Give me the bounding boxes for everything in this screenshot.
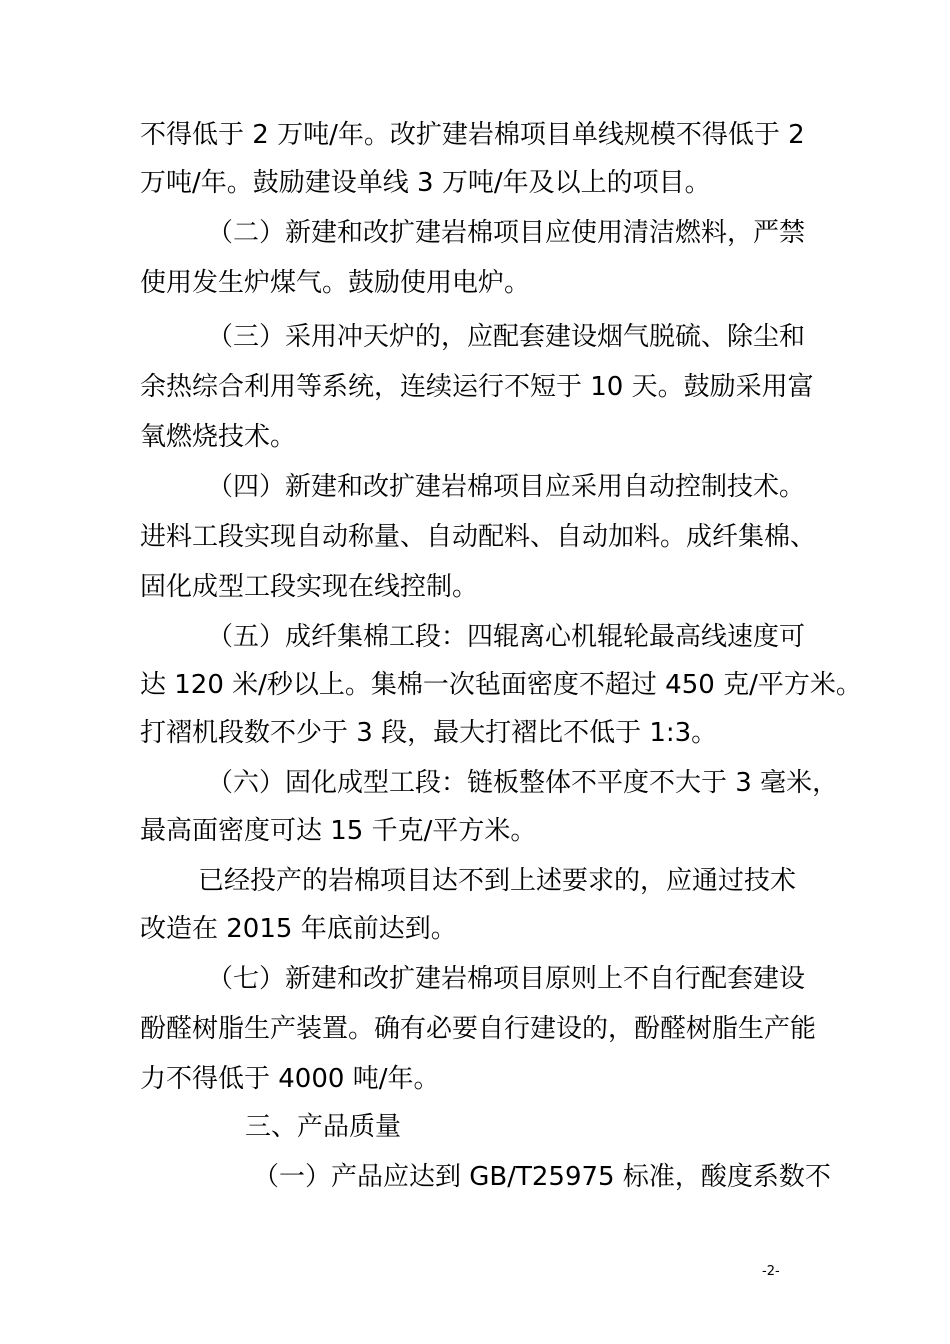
text-line: 使用发生炉煤气。鼓励使用电炉。 bbox=[140, 268, 531, 298]
section-heading: 三、产品质量 bbox=[245, 1112, 402, 1142]
paragraph-5-start: （五）成纤集棉工段：四辊离心机辊轮最高线速度可 bbox=[207, 622, 806, 652]
paragraph-3-start: （三）采用冲天炉的，应配套建设烟气脱硫、除尘和 bbox=[207, 322, 806, 352]
text-line: 不得低于 2 万吨/年。改扩建岩棉项目单线规模不得低于 2 bbox=[140, 120, 805, 150]
text-line: 最高面密度可达 15 千克/平方米。 bbox=[140, 816, 537, 846]
paragraph-existing-projects: 已经投产的岩棉项目达不到上述要求的，应通过技术 bbox=[198, 866, 797, 896]
text-line: 改造在 2015 年底前达到。 bbox=[140, 914, 457, 944]
text-line: 固化成型工段实现在线控制。 bbox=[140, 572, 479, 602]
text-line: 达 120 米/秒以上。集棉一次毡面密度不超过 450 克/平方米。 bbox=[140, 670, 862, 700]
text-line: 酚醛树脂生产装置。确有必要自行建设的，酚醛树脂生产能 bbox=[140, 1014, 817, 1044]
text-line: 万吨/年。鼓励建设单线 3 万吨/年及以上的项目。 bbox=[140, 168, 711, 198]
paragraph-6-start: （六）固化成型工段：链板整体不平度不大于 3 毫米， bbox=[207, 768, 839, 798]
text-line: 氧燃烧技术。 bbox=[140, 422, 297, 452]
paragraph-quality-1-start: （一）产品应达到 GB/T25975 标准，酸度系数不 bbox=[253, 1162, 831, 1192]
text-line: 余热综合利用等系统，连续运行不短于 10 天。鼓励采用富 bbox=[140, 372, 814, 402]
paragraph-4-start: （四）新建和改扩建岩棉项目应采用自动控制技术。 bbox=[207, 472, 806, 502]
text-line: 打褶机段数不少于 3 段，最大打褶比不低于 1:3。 bbox=[140, 718, 718, 748]
text-line: 进料工段实现自动称量、自动配料、自动加料。成纤集棉、 bbox=[140, 522, 817, 552]
paragraph-2-start: （二）新建和改扩建岩棉项目应使用清洁燃料，严禁 bbox=[207, 218, 806, 248]
text-line: 力不得低于 4000 吨/年。 bbox=[140, 1064, 440, 1094]
page-number: -2- bbox=[762, 1264, 780, 1279]
paragraph-7-start: （七）新建和改扩建岩棉项目原则上不自行配套建设 bbox=[207, 964, 806, 994]
